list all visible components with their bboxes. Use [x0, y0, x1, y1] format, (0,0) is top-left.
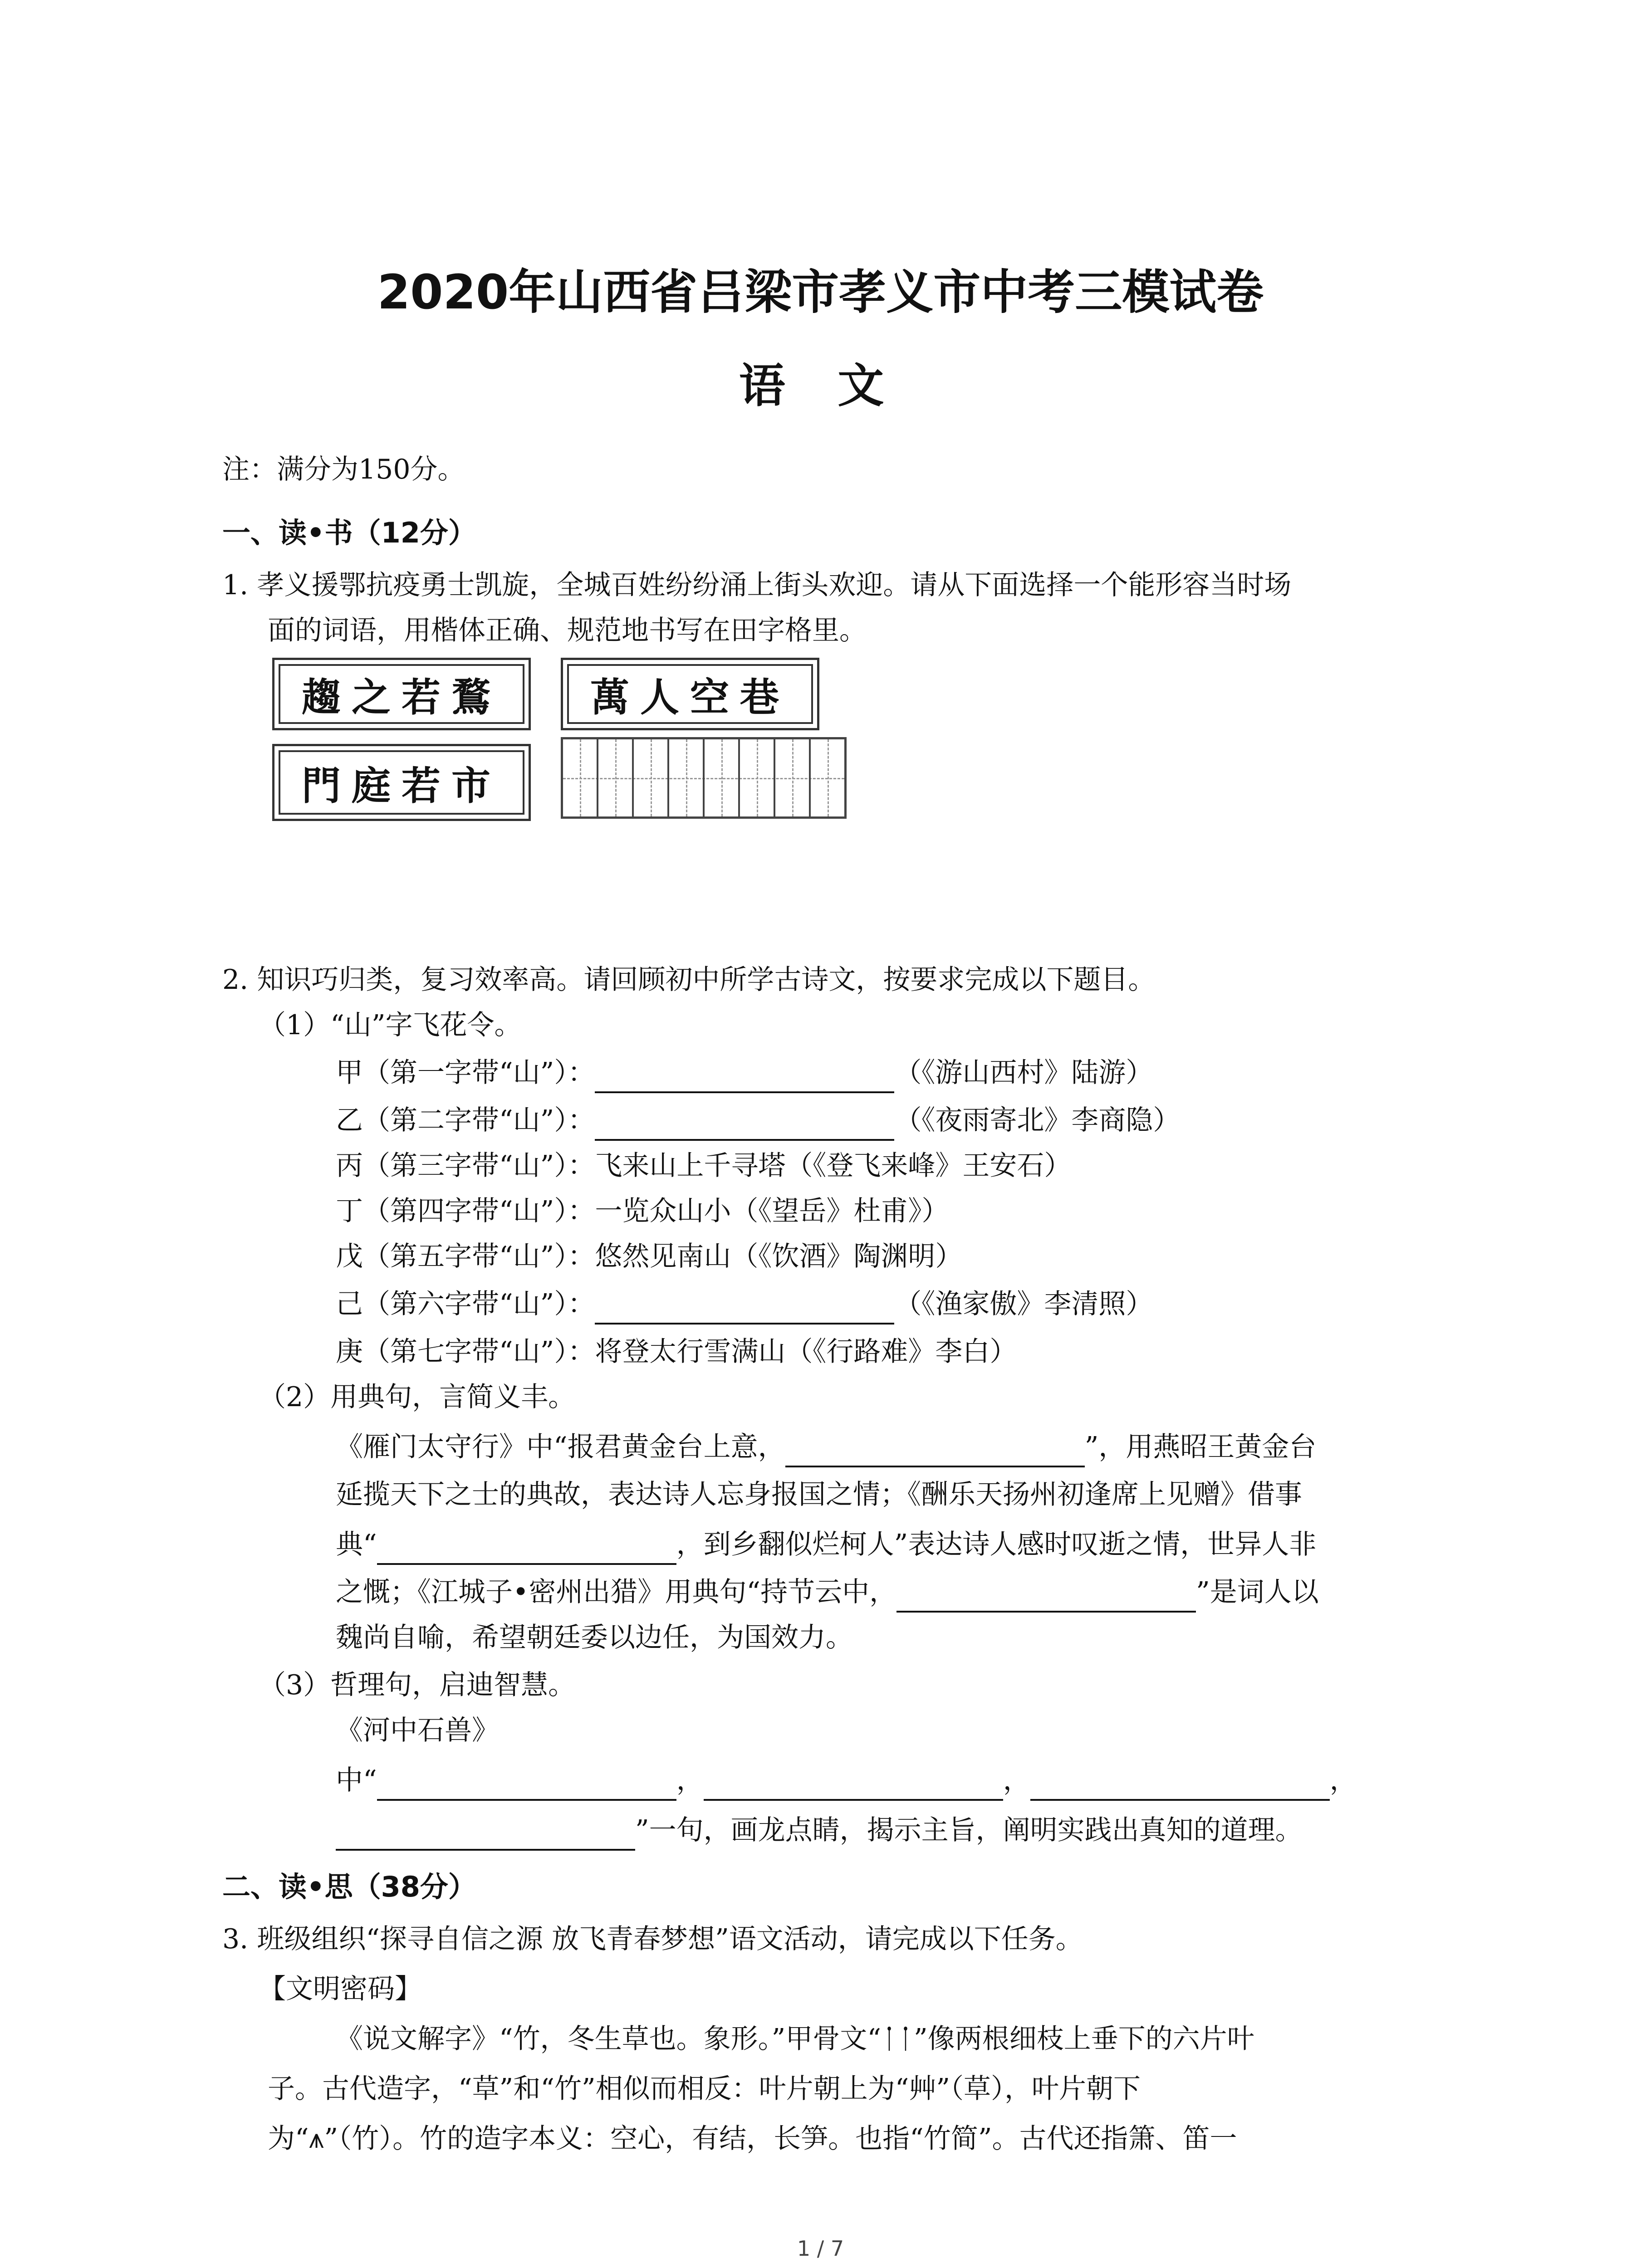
answer-blank[interactable]	[595, 1110, 894, 1141]
comma: ，	[1329, 1765, 1357, 1796]
row-label: 丁（第四字带“山”）：	[336, 1195, 595, 1227]
q1-line-2: 面的词语，用楷体正确、规范地书写在田字格里。	[268, 615, 867, 646]
answer-blank[interactable]	[896, 1582, 1196, 1613]
text-segment: ”一句，画龙点睛，揭示主旨，阐明实践出真知的道理。	[635, 1814, 1303, 1846]
text-segment: 中“	[336, 1765, 377, 1796]
page-title: 2020年山西省吕梁市孝义市中考三模试卷	[377, 264, 1264, 320]
text-segment: ，到乡翻似烂柯人”表达诗人感时叹逝之情，世异人非	[676, 1529, 1317, 1560]
answer-blank[interactable]	[377, 1534, 676, 1565]
q3-subheading: 【文明密码】	[259, 1973, 422, 2005]
poem-row-jia	[336, 1052, 1153, 1093]
row-label: 己（第六字带“山”）：	[336, 1288, 595, 1320]
answer-blank[interactable]	[595, 1294, 894, 1325]
q2-part1-label: （1）“山”字飞花令。	[259, 1009, 522, 1041]
q2-part2-label: （2）用典句，言简义丰。	[259, 1381, 576, 1413]
text-segment: ”是词人以	[1196, 1576, 1319, 1608]
section-1-heading: 一、读•书（12分）	[222, 516, 476, 549]
page-number: 1 / 7	[797, 2236, 844, 2261]
row-source: （《游山西村》陆游）	[894, 1057, 1153, 1089]
idiom-card-1: 趨之若鶩	[272, 658, 531, 730]
q1-line-1: 1. 孝义援鄂抗疫勇士凯旋，全城百姓纷纷涌上街头欢迎。请从下面选择一个能形容当时场	[222, 569, 1292, 601]
poem-row-wu	[336, 1236, 962, 1277]
answer-blank[interactable]	[785, 1437, 1085, 1467]
q3-paragraph-line-1: 《说文解字》“竹，冬生草也。象形。”甲骨文“ᛙᛙ”像两根细枝上垂下的六片叶	[336, 2023, 1254, 2055]
q2-part2-line-4	[336, 1572, 1319, 1613]
row-label: 乙（第二字带“山”）：	[336, 1105, 595, 1136]
row-source: （《望岳》杜甫》）	[731, 1195, 949, 1227]
idiom-card-3: 門庭若市	[272, 744, 531, 821]
row-answer: 飞来山上千寻塔	[595, 1150, 786, 1182]
row-answer: 将登太行雪满山	[595, 1336, 786, 1368]
q3-paragraph-line-3: 为“⩚”（竹）。竹的造字本义：空心，有结，长笋。也指“竹简”。古代还指箫、笛一	[268, 2123, 1237, 2155]
row-source: （《夜雨寄北》李商隐）	[894, 1105, 1181, 1136]
poem-row-yi	[336, 1100, 1180, 1141]
row-source: （《饮酒》陶渊明）	[731, 1241, 963, 1272]
row-source: （《登飞来峰》王安石）	[785, 1150, 1072, 1182]
row-answer: 一览众山小	[595, 1195, 731, 1227]
poem-row-geng	[336, 1331, 1017, 1372]
answer-blank[interactable]	[704, 1770, 1003, 1801]
answer-blank[interactable]	[1030, 1770, 1330, 1801]
q2-part2-line-1	[336, 1427, 1316, 1467]
text-segment: 典“	[336, 1529, 377, 1560]
row-source: （《行路难》李白）	[785, 1336, 1017, 1368]
q2-part3-label: （3）哲理句，启迪智慧。	[259, 1669, 576, 1701]
comma: ，	[1003, 1765, 1030, 1796]
q2-part2-line-5: 魏尚自喻，希望朝廷委以边任，为国效力。	[336, 1622, 853, 1653]
q2-part2-line-3	[336, 1524, 1316, 1565]
idiom-card-2: 萬人空巷	[561, 658, 819, 730]
answer-blank[interactable]	[336, 1820, 635, 1851]
row-label: 戊（第五字带“山”）：	[336, 1241, 595, 1272]
row-label: 甲（第一字带“山”）：	[336, 1057, 595, 1089]
q2-part3-line-3	[336, 1810, 1303, 1851]
answer-blank[interactable]	[377, 1770, 676, 1801]
answer-blank[interactable]	[595, 1062, 894, 1093]
poem-row-ding	[336, 1191, 949, 1232]
poem-row-bing	[336, 1145, 1071, 1186]
tianzige-writing-grid[interactable]	[561, 737, 847, 819]
score-note: 注：满分为150分。	[222, 454, 465, 485]
text-segment: ”，用燕昭王黄金台	[1084, 1431, 1317, 1463]
row-answer: 悠然见南山	[595, 1241, 731, 1272]
row-source: （《渔家傲》李清照）	[894, 1288, 1153, 1320]
text-segment: 之慨；《江城子•密州出猎》用典句“持节云中，	[336, 1576, 897, 1608]
subject-title: 语 文	[739, 359, 902, 413]
row-label: 丙（第三字带“山”）：	[336, 1150, 595, 1182]
q2-part3-line-2	[336, 1760, 1357, 1801]
comma: ，	[676, 1765, 704, 1796]
q2-part3-line-1: 《河中石兽》	[336, 1715, 499, 1746]
q2-intro: 2. 知识巧归类，复习效率高。请回顾初中所学古诗文，按要求完成以下题目。	[222, 964, 1156, 996]
q3-paragraph-line-2: 子。古代造字，“草”和“竹”相似而相反：叶片朝上为“艸”（草），叶片朝下	[268, 2073, 1141, 2105]
section-2-heading: 二、读•思（38分）	[222, 1870, 476, 1903]
poem-row-ji	[336, 1284, 1153, 1325]
text-segment: 《雁门太守行》中“报君黄金台上意，	[336, 1431, 785, 1463]
q2-part2-line-2: 延揽天下之士的典故，表达诗人忘身报国之情；《酬乐天扬州初逢席上见赠》借事	[336, 1479, 1302, 1510]
q3-intro: 3. 班级组织“探寻自信之源 放飞青春梦想”语文活动，请完成以下任务。	[222, 1923, 1083, 1955]
row-label: 庚（第七字带“山”）：	[336, 1336, 595, 1368]
